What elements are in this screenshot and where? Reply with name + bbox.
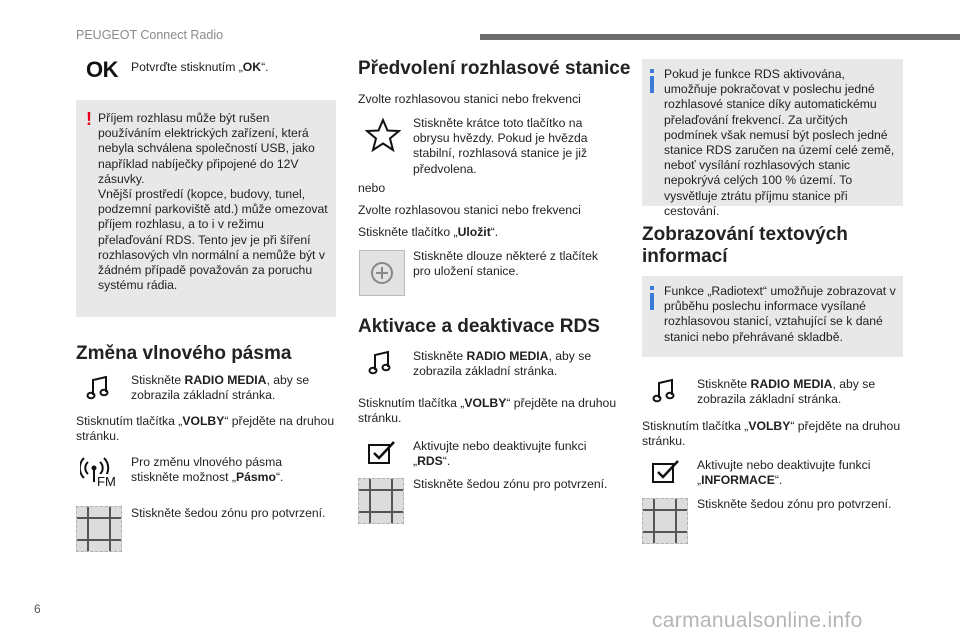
- ok-icon: OK: [86, 57, 118, 82]
- star-icon: [365, 117, 401, 153]
- preset-star-text: Stiskněte krátce toto tlačítko na obrysu hvězdy. Pokud je hvězda stabilní, rozhlasová stanice je již předvolena.: [413, 116, 588, 176]
- text-step-1: Stiskněte RADIO MEDIA, aby se zobrazila základní stránka.: [697, 377, 876, 407]
- info-icon: [650, 69, 654, 93]
- rds-step-3: Aktivujte nebo deaktivujte funkci „RDS“.: [413, 439, 587, 469]
- text-info-heading: Zobrazování textových informací: [642, 224, 848, 267]
- warning-box: [76, 100, 336, 317]
- rds-info-box: [642, 59, 903, 218]
- rds-step-4: Stiskněte šedou zónu pro potvrzení.: [413, 477, 608, 491]
- preset-or: nebo: [358, 181, 386, 195]
- music-note-icon: [86, 375, 110, 401]
- band-step-2: Stisknutím tlačítka „VOLBY“ přejděte na druhou stránku.: [76, 414, 335, 444]
- band-step-3: Pro změnu vlnového pásma stiskněte možnost „Pásmo“.: [131, 455, 284, 485]
- warning-text: Příjem rozhlasu může být rušen používáním elektrických zařízení, která nebyla schválena společností USB, jako například nabíječky připojené do 12V zásuvky. Vnější prostředí (kopce, budovy, tunel, podzemní parkoviště atd.) může omezovat příjem rozhlasu, a to i v režimu přelaďování RDS. Tento jev je při šíření rozhlasových vln normální a nemůže být v žádném případě považován za poruchu systému rádia.: [98, 111, 328, 293]
- fm-label: FM: [97, 474, 116, 489]
- ok-instruction: Potvrďte stisknutím „OK“.: [131, 60, 269, 74]
- preset-heading: Předvolení rozhlasové stanice: [358, 58, 631, 79]
- music-note-icon: [368, 350, 392, 376]
- grey-zone-icon: [76, 506, 122, 552]
- running-header-title: PEUGEOT Connect Radio: [76, 28, 224, 42]
- rds-heading: Aktivace a deaktivace RDS: [358, 316, 600, 337]
- preset-save: Stiskněte tlačítko „Uložit“.: [358, 225, 499, 239]
- preset-intro-2: Zvolte rozhlasovou stanici nebo frekvenci: [358, 203, 581, 217]
- text-step-4: Stiskněte šedou zónu pro potvrzení.: [697, 497, 892, 511]
- header-rule: [480, 34, 960, 40]
- text-step-3: Aktivujte nebo deaktivujte funkci „INFORMACE“.: [697, 458, 871, 488]
- radio-fm-icon: [80, 452, 122, 492]
- preset-intro: Zvolte rozhlasovou stanici nebo frekvenci: [358, 92, 581, 106]
- music-note-icon: [652, 378, 676, 404]
- page-number: 6: [34, 602, 41, 616]
- band-heading: Změna vlnového pásma: [76, 343, 292, 364]
- radiotext-info-box: [642, 276, 903, 357]
- grey-zone-icon: [358, 478, 404, 524]
- rds-step-2: Stisknutím tlačítka „VOLBY“ přejděte na druhou stránku.: [358, 396, 617, 426]
- band-step-1: Stiskněte RADIO MEDIA, aby se zobrazila základní stránka.: [131, 373, 310, 403]
- checkbox-icon: [368, 440, 396, 466]
- watermark: carmanualsonline.info: [652, 609, 863, 632]
- rds-info-text: Pokud je funkce RDS aktivována, umožňuje pokračovat v poslechu jedné rozhlasové stanice díky automatickému přelaďování frekvencí. Za určitých podmínek však nemusí být poslech jedné stanice RDS zaručen na území celé země, neboť vysílání rozhlasových stanic nepokrývá celých 100 % území. To vysvětluje ztrátu příjmu stanice při cestování.: [664, 67, 895, 218]
- info-icon: [650, 286, 654, 310]
- preset-plus-text: Stiskněte dlouze některé z tlačítek pro uložení stanice.: [413, 249, 598, 279]
- plus-icon: [359, 250, 405, 296]
- text-step-2: Stisknutím tlačítka „VOLBY“ přejděte na druhou stránku.: [642, 419, 901, 449]
- band-step-4: Stiskněte šedou zónu pro potvrzení.: [131, 506, 326, 520]
- radiotext-info-text: Funkce „Radiotext“ umožňuje zobrazovat v průběhu poslechu informace vysílané rozhlasovou stanicí, vztahující se k dané stanici nebo přehrávané skladbě.: [664, 284, 896, 344]
- grey-zone-icon: [642, 498, 688, 544]
- warning-icon: !: [86, 109, 92, 129]
- checkbox-icon: [652, 459, 680, 485]
- rds-step-1: Stiskněte RADIO MEDIA, aby se zobrazila základní stránka.: [413, 349, 592, 379]
